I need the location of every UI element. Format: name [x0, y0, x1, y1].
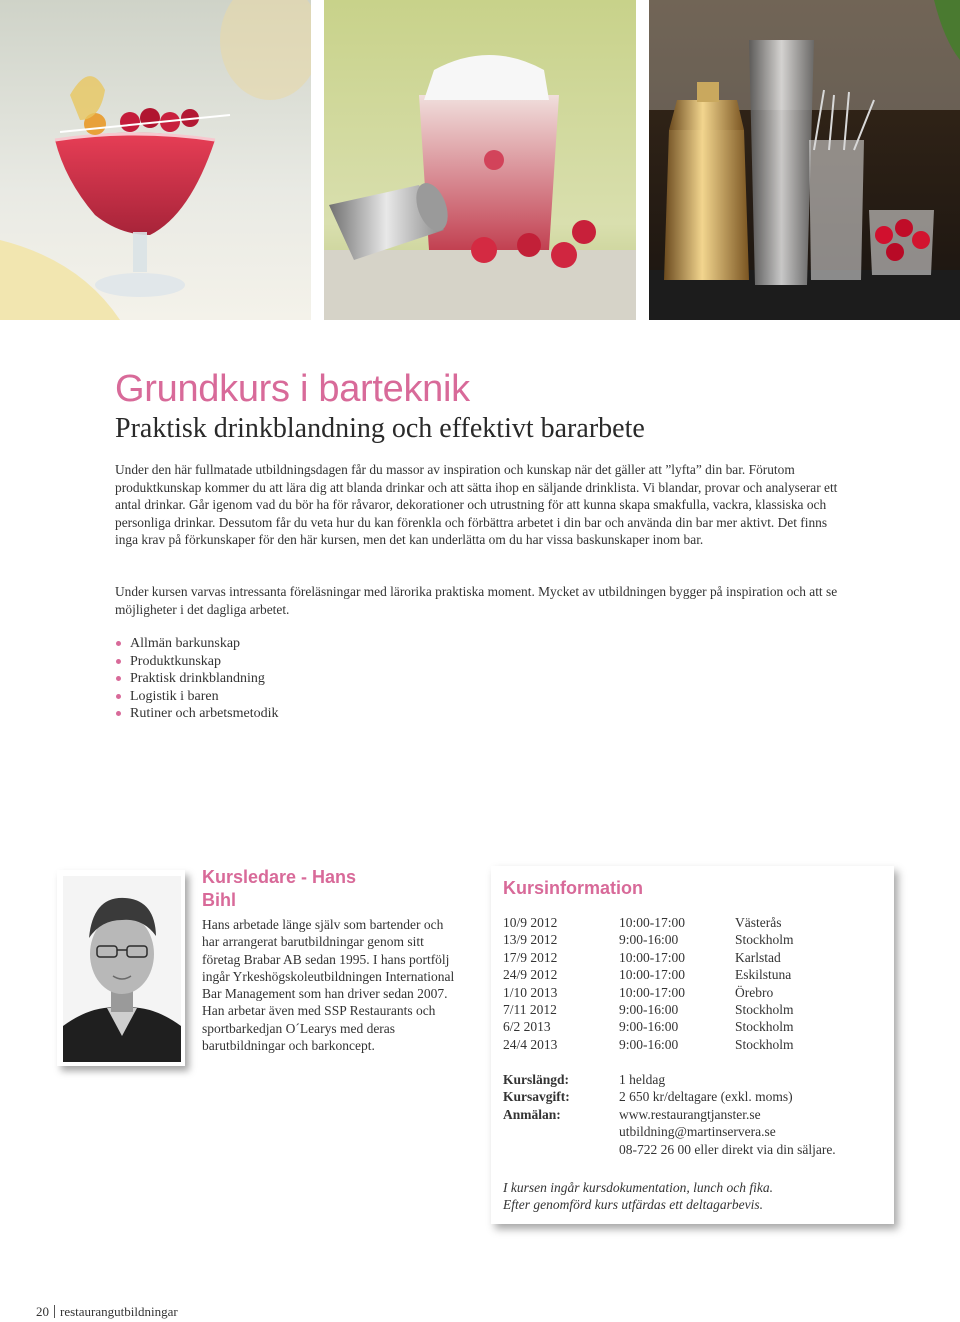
bullet-icon: [116, 711, 121, 716]
session-time: 9:00-16:00: [619, 1019, 679, 1035]
course-info-panel: [491, 866, 894, 1224]
session-date: 1/10 2013: [503, 984, 558, 1000]
list-item-label: Rutiner och arbetsmetodik: [130, 706, 279, 721]
session-city: Karlstad: [735, 949, 781, 965]
signup-row: [503, 1106, 888, 1158]
intro-paragraph: Under den här fullmatade utbildningsdagen får du massor av inspiration och kunskap när det gäller att ”lyfta” din bar. Förutom produktkunskap kommer du att lära dig att blanda drinkar och att sätta ihop en säljande drinklista. Vi blandar, provar och analyserar ett antal drinkar. Går igenom vad du bör ha för råvaror, dekorationer och utrustning för att kunna skapa smakfulla, vackra, klassiska och personliga drinkar. Dessutom får du veta hur du kan förenkla och förbättra arbetet i din bar och använda din bar mer aktivt. Det finns inga krav på förkunskaper för den här kursen, men det kan underlätta om du har vissa baskunskaper inom bar.: [115, 462, 838, 547]
session-city: Stockholm: [735, 1019, 794, 1035]
signup-label: Anmälan:: [503, 1106, 561, 1122]
bullet-icon: [116, 641, 121, 646]
course-length-row: [503, 1071, 888, 1088]
session-city: Eskilstuna: [735, 967, 792, 983]
course-fee-label: Kursavgift:: [503, 1089, 570, 1105]
bullet-icon: [116, 676, 121, 681]
course-facts: [503, 1071, 888, 1158]
session-city: Västerås: [735, 915, 782, 930]
session-time: 9:00-16:00: [619, 1036, 679, 1052]
session-date: 24/4 2013: [503, 1036, 558, 1052]
leader-title: Kursledare - Hans Bihl: [202, 867, 357, 910]
session-time: 10:00-17:00: [619, 967, 685, 983]
raspberry-drink-photo: [324, 0, 636, 320]
course-note: [503, 1179, 888, 1214]
session-time: 10:00-17:00: [619, 984, 685, 1000]
list-item: [115, 635, 279, 653]
session-time: 9:00-16:00: [619, 1001, 679, 1017]
session-city: Stockholm: [735, 1036, 794, 1052]
bullet-icon: [116, 694, 121, 699]
page-number: 20: [36, 1304, 49, 1319]
list-item: [115, 688, 279, 706]
course-fee-row: [503, 1088, 888, 1105]
page-title: Grundkurs i barteknik: [115, 368, 470, 410]
session-time: 9:00-16:00: [619, 932, 679, 948]
footer-section: restaurangutbildningar: [60, 1304, 178, 1319]
session-time: 10:00-17:00: [619, 915, 685, 930]
intro-paragraph-2: Under kursen varvas intressanta föreläsningar med lärorika praktiska moment. Mycket av utbildningen bygger på inspiration och att se möjligheter i det dagliga arbetet.: [115, 584, 838, 617]
session-date: 7/11 2012: [503, 1001, 557, 1017]
session-date: 10/9 2012: [503, 915, 558, 930]
list-item: [115, 653, 279, 671]
session-time: 10:00-17:00: [619, 949, 685, 965]
instructor-portrait: [57, 870, 185, 1066]
topic-list: [115, 635, 279, 723]
list-item: [115, 705, 279, 723]
list-item-label: Produktkunskap: [130, 653, 221, 669]
list-item-label: Allmän barkunskap: [130, 636, 241, 651]
cocktail-photo: [0, 0, 311, 320]
session-date: 17/9 2012: [503, 949, 558, 965]
session-city: Stockholm: [735, 1001, 794, 1017]
course-note-line: Efter genomförd kurs utfärdas ett deltagarbevis.: [503, 1197, 763, 1213]
session-date: 6/2 2013: [503, 1019, 551, 1035]
session-date: 24/9 2012: [503, 967, 558, 983]
session-date: 13/9 2012: [503, 932, 558, 948]
course-note-line: I kursen ingår kursdokumentation, lunch och fika.: [503, 1180, 773, 1195]
page-footer: [36, 1304, 178, 1320]
session-city: Örebro: [735, 984, 774, 1000]
list-item-label: Logistik i baren: [130, 688, 219, 704]
session-city: Stockholm: [735, 932, 794, 948]
signup-website-link[interactable]: www.restaurangtjanster.se: [619, 1106, 761, 1122]
course-length-value: 1 heldag: [619, 1072, 666, 1087]
bar-tools-photo: [649, 0, 960, 320]
leader-bio: Hans arbetade länge själv som bartender och har arrangerat barutbildningar genom sitt företag Brabar AB sedan 1995. I hans portfölj ingår Yrkeshögskoleutbildningen International Bar Management som han driver sedan 2007. Han arbetar även med SSP Restaurants och sportbarkedjan O´Learys med deras barutbildningar och barkoncept.: [202, 917, 455, 1054]
info-title: Kursinformation: [503, 878, 644, 898]
page-subtitle: Praktisk drinkblandning och effektivt bararbete: [115, 413, 645, 444]
signup-phone: 08-722 26 00 eller direkt via din säljare.: [619, 1141, 836, 1157]
course-fee-value: 2 650 kr/deltagare (exkl. moms): [619, 1089, 793, 1105]
bullet-icon: [116, 659, 121, 664]
footer-divider: [54, 1305, 55, 1318]
list-item-label: Praktisk drinkblandning: [130, 671, 265, 686]
list-item: [115, 670, 279, 688]
signup-email-link[interactable]: utbildning@martinservera.se: [619, 1124, 776, 1140]
course-length-label: Kurslängd:: [503, 1072, 570, 1087]
